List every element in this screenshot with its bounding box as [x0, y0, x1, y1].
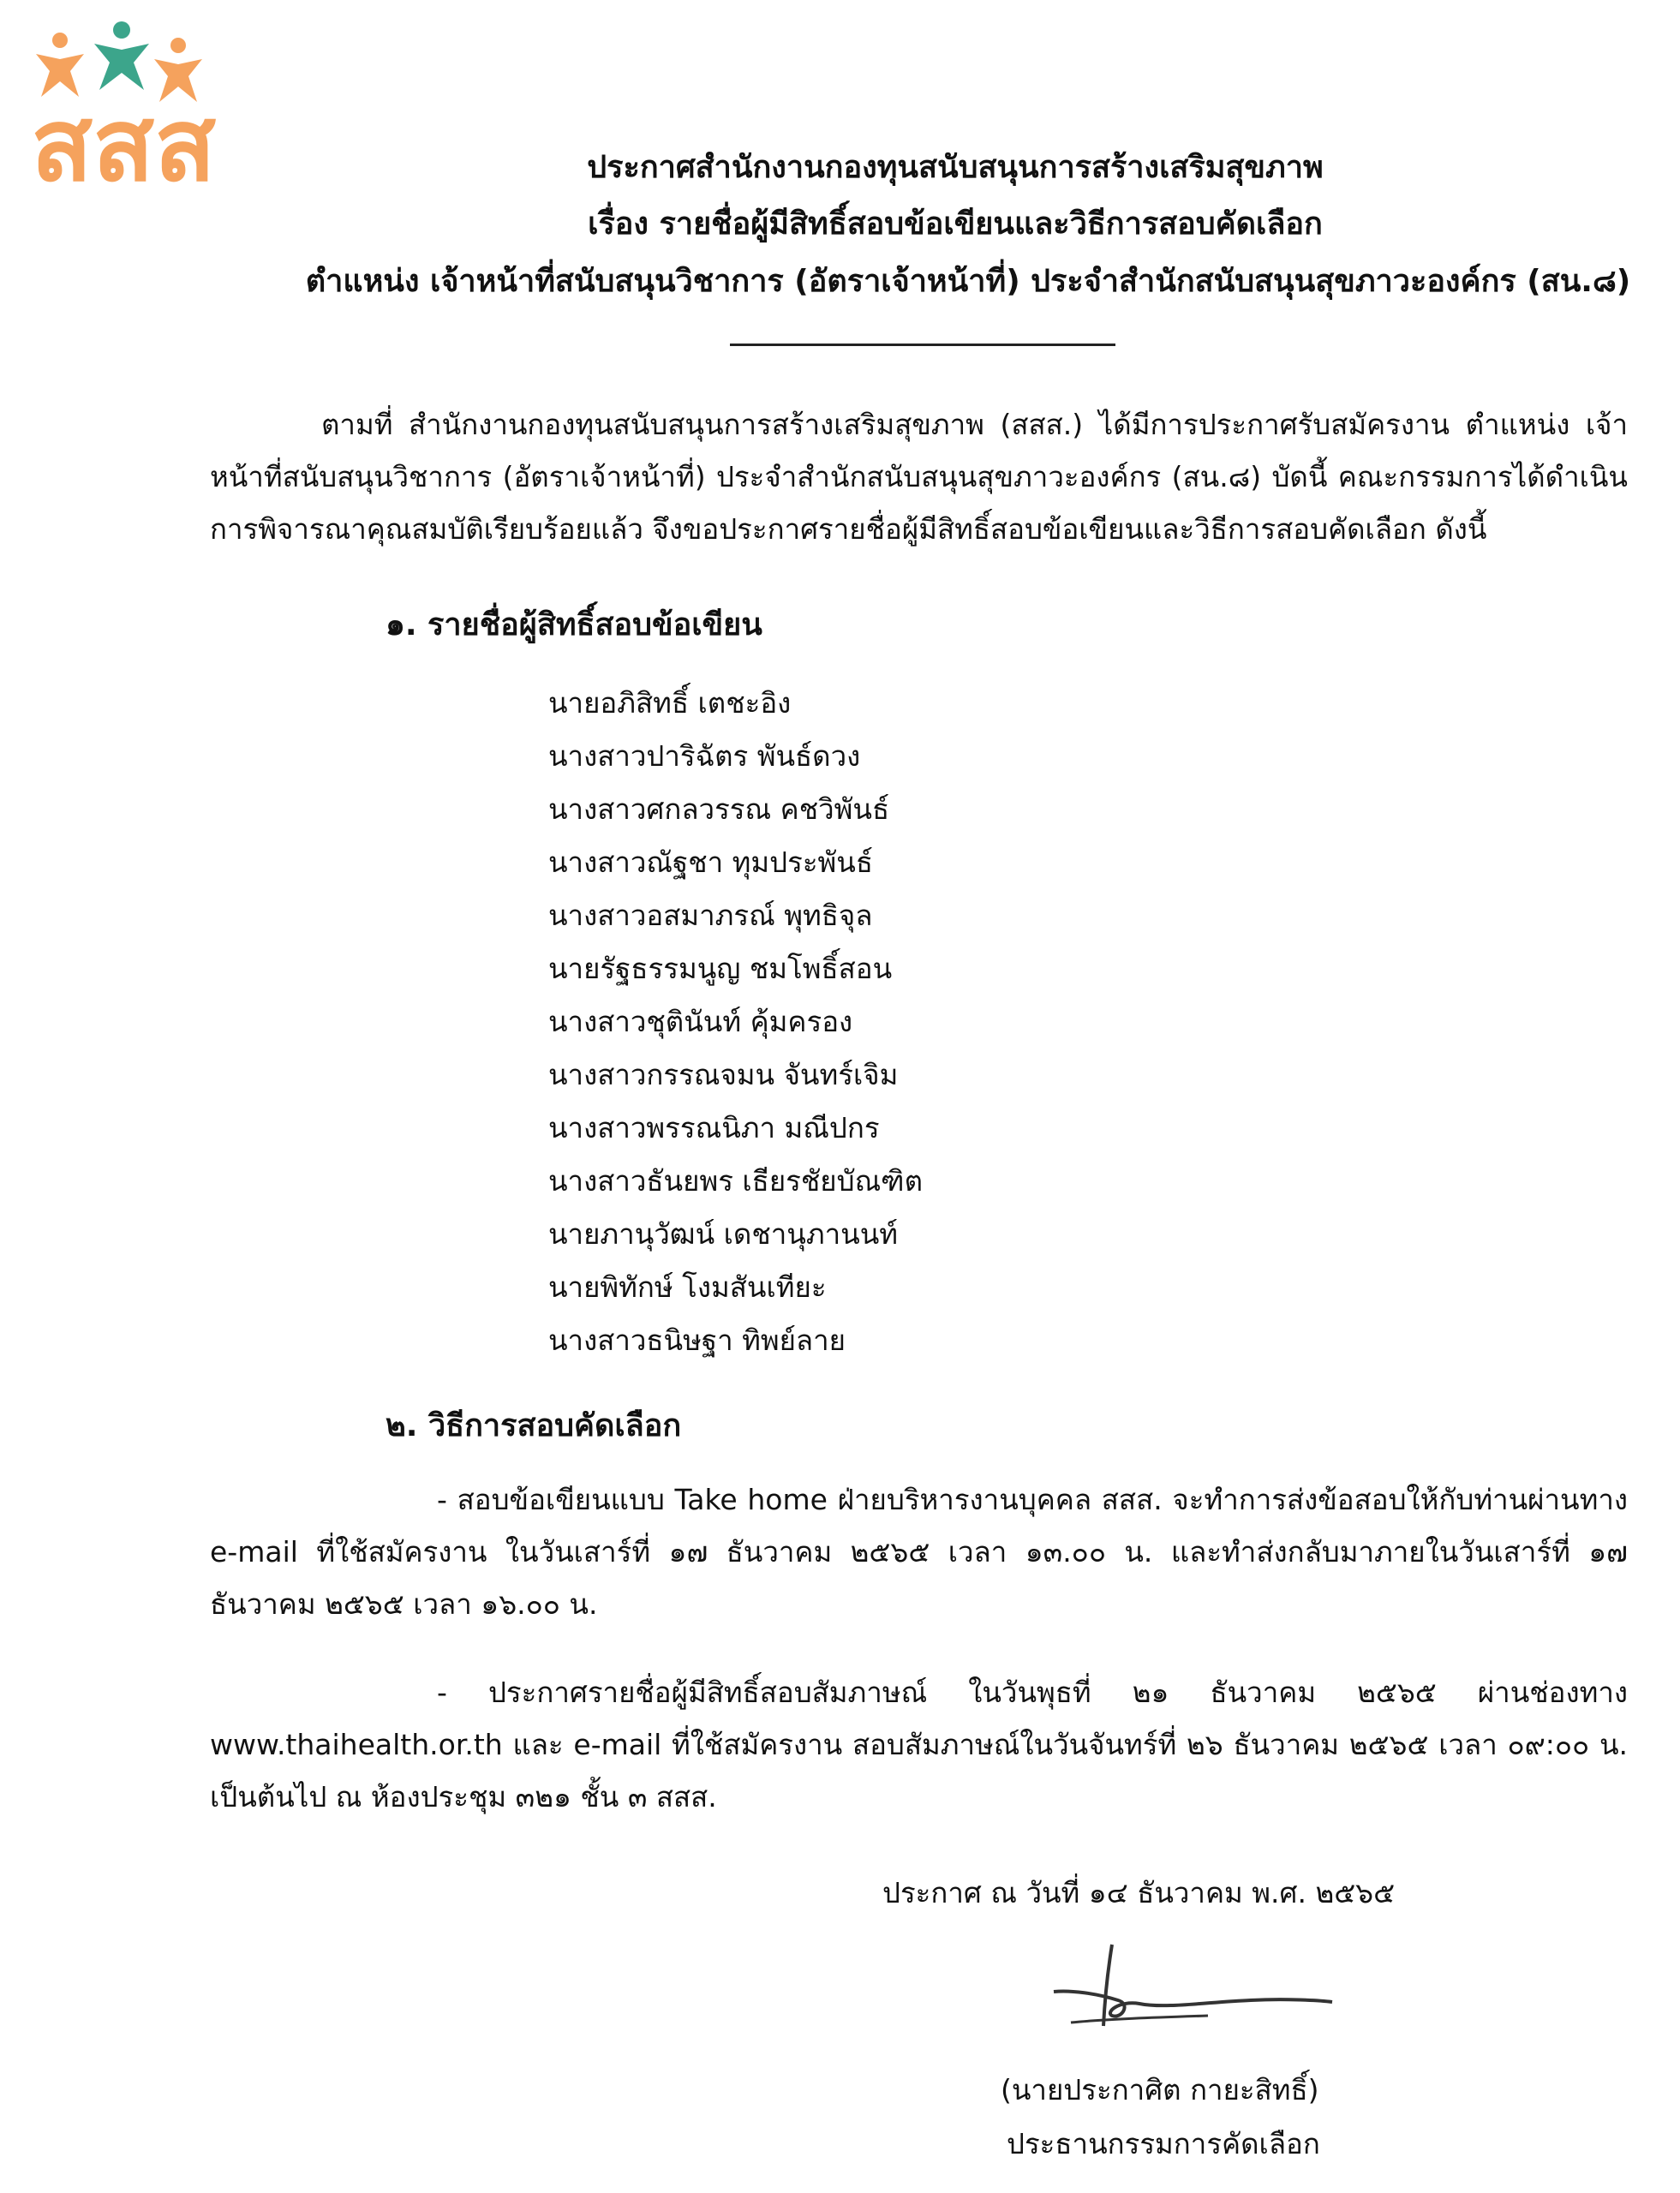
list-item: นางสาวณัฐชา ทุมประพันธ์: [548, 846, 874, 879]
header-subject: เรื่อง รายชื่อผู้มีสิทธิ์สอบข้อเขียนและวิธีการสอบคัดเลือก: [588, 206, 1323, 242]
header-divider: [730, 344, 1115, 346]
method-1-text: - สอบข้อเขียนแบบ Take home ฝ่ายบริหารงานบุคคล สสส. จะทำการส่งข้อสอบให้กับท่านผ่านทาง e-mail ที่ใช้สมัครงาน ในวันเสาร์ที่ ๑๗ ธันวาคม ๒๕๖๕ เวลา ๑๓.๐๐ น. และทำส่งกลับมาภายในวันเสาร์ที่ ๑๗ ธันวาคม ๒๕๖๕ เวลา ๑๖.๐๐ น.: [210, 1483, 1628, 1621]
list-item: นางสาวธันยพร เธียรชัยบัณฑิต: [548, 1164, 924, 1198]
header-title: ประกาศสำนักงานกองทุนสนับสนุนการสร้างเสริมสุขภาพ: [587, 150, 1324, 185]
intro-paragraph: [210, 398, 1628, 555]
list-item: นายพิทักษ์ โงมสันเทียะ: [548, 1270, 827, 1304]
list-item: นายรัฐธรรมนูญ ชมโพธิ์สอน: [548, 952, 893, 985]
section1-heading: ๑. รายชื่อผู้สิทธิ์สอบข้อเขียน: [386, 607, 762, 642]
method-paragraph-2: [210, 1666, 1628, 1823]
announce-date: ประกาศ ณ วันที่ ๑๔ ธันวาคม พ.ศ. ๒๕๖๕: [882, 1876, 1396, 1909]
list-item: นายอภิสิทธิ์ เตชะอิง: [548, 686, 792, 720]
method-2-text: - ประกาศรายชื่อผู้มีสิทธิ์สอบสัมภาษณ์ ในวันพุธที่ ๒๑ ธันวาคม ๒๕๖๕ ผ่านช่องทาง www.thaihealth.or.th และ e-mail ที่ใช้สมัครงาน สอบสัมภาษณ์ในวันจันทร์ที่ ๒๖ ธันวาคม ๒๕๖๕ เวลา ๐๙:๐๐ น. เป็นต้นไป ณ ห้องประชุม ๓๒๑ ชั้น ๓ สสส.: [210, 1676, 1628, 1814]
list-item: นายภานุวัฒน์ เดชานุภานนท์: [548, 1217, 899, 1251]
list-item: นางสาวกรรณจมน จันทร์เจิม: [548, 1058, 899, 1091]
method-paragraph-1: [210, 1473, 1628, 1630]
signature-icon: [1037, 1940, 1354, 2043]
figure-middle-icon: [94, 21, 149, 90]
signer-name: (นายประกาศิต กายะสิทธิ์): [1001, 2073, 1319, 2106]
intro-text: ตามที่ สำนักงานกองทุนสนับสนุนการสร้างเสริมสุขภาพ (สสส.) ได้มีการประกาศรับสมัครงาน ตำแหน่ง เจ้าหน้าที่สนับสนุนวิชาการ (อัตราเจ้าหน้าที่) ประจำสำนักสนับสนุนสุขภาวะองค์กร (สน.๘) บัดนี้ คณะกรรมการได้ดำเนินการพิจารณาคุณสมบัติเรียบร้อยแล้ว จึงขอประกาศรายชื่อผู้มีสิทธิ์สอบข้อเขียนและวิธีการสอบคัดเลือก ดังนี้: [210, 408, 1628, 546]
list-item: นางสาวชุตินันท์ คุ้มครอง: [548, 1005, 853, 1038]
signer-position: ประธานกรรมการคัดเลือก: [1007, 2127, 1320, 2160]
list-item: นางสาวศกลวรรณ คชวิพันธ์: [548, 792, 890, 826]
list-item: นางสาวธนิษฐา ทิพย์ลาย: [548, 1324, 846, 1357]
candidate-list: [548, 677, 923, 1367]
list-item: นางสาวพรรณนิภา มณีปกร: [548, 1111, 880, 1144]
list-item: นางสาวปาริฉัตร พันธ์ดวง: [548, 739, 861, 773]
logo-text: สสส: [31, 86, 217, 193]
header-position: ตำแหน่ง เจ้าหน้าที่สนับสนุนวิชาการ (อัตราเจ้าหน้าที่) ประจำสำนักสนับสนุนสุขภาวะองค์กร (สน.๘): [305, 264, 1631, 299]
signature-graphic: [1037, 1940, 1354, 2043]
section2-heading: ๒. วิธีการสอบคัดเลือก: [386, 1408, 682, 1443]
list-item: นางสาวอสมาภรณ์ พุทธิจุล: [548, 899, 873, 932]
